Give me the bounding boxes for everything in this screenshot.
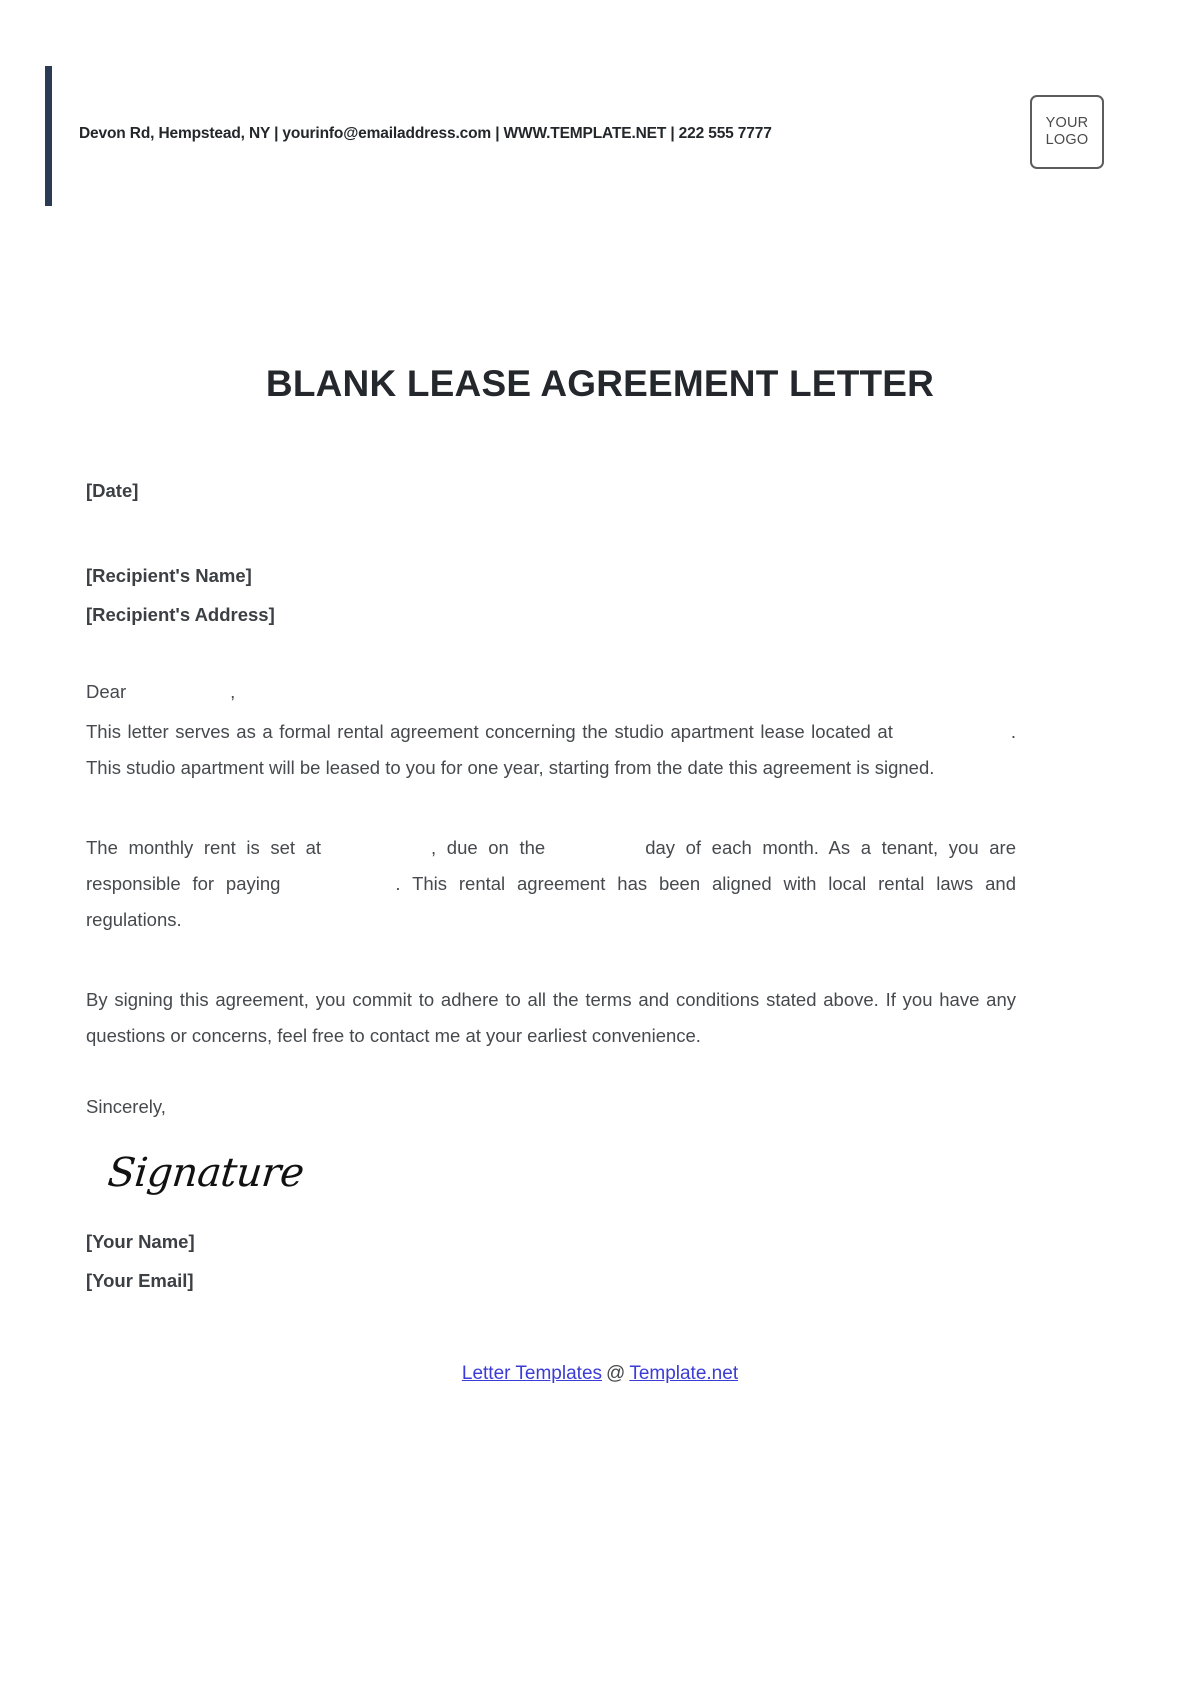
salutation-line (86, 680, 1016, 702)
accent-bar (45, 66, 52, 206)
signature-row (86, 1149, 1016, 1196)
paragraph-1-text-b: . This studio apartment will be leased to you for one year, starting from the date this agreement is signed. (86, 721, 1016, 779)
spacer (86, 701, 1016, 714)
contact-line: Devon Rd, Hempstead, NY | yourinfo@emailaddress.com | WWW.TEMPLATE.NET | 222 555 7777 (79, 125, 772, 142)
signature-script: Signature (105, 1149, 306, 1196)
salutation-suffix: , (230, 680, 236, 702)
paragraph-2-text-b: , due on the (431, 837, 546, 859)
letterhead (45, 66, 1104, 206)
paragraph-1 (86, 714, 1016, 786)
paragraph-2-text-c: day of each month. As a tenant, you are responsible for paying (86, 837, 1016, 895)
logo-line-2: LOGO (1045, 132, 1089, 148)
paragraph-3: By signing this agreement, you commit to adhere to all the terms and conditions stated above. If you have any questions or concerns, feel free to contact me at your earliest convenience. (86, 989, 1016, 1047)
spacer (86, 1117, 1016, 1153)
spacer (86, 1251, 1016, 1272)
paragraph-2-text-a: The monthly rent is set at (86, 837, 322, 859)
spacer (86, 585, 1016, 606)
paragraph-1-text-a: This letter serves as a formal rental agreement concerning the studio apartment lease located at (86, 721, 893, 742)
closing-line: Sincerely, (86, 1096, 166, 1118)
spacer (86, 625, 1016, 683)
footer-separator: @ (606, 1363, 626, 1384)
spacer (86, 1193, 1016, 1233)
spacer (86, 786, 1016, 830)
paragraph-2 (86, 830, 1016, 938)
spacer (86, 501, 1016, 567)
template-net-link[interactable]: Template.net (629, 1363, 739, 1384)
your-name-placeholder: [Your Name] (86, 1230, 195, 1252)
recipient-address-placeholder: [Recipient's Address] (86, 604, 275, 625)
recipient-name-placeholder: [Recipient's Name] (86, 564, 252, 586)
logo-line-1: YOUR (1045, 114, 1089, 131)
letter-templates-link[interactable]: Letter Templates (461, 1363, 603, 1384)
date-placeholder: [Date] (86, 480, 139, 501)
spacer (86, 1054, 1016, 1098)
letter-body (86, 482, 1016, 1291)
spacer (86, 938, 1016, 982)
salutation-prefix: Dear (86, 680, 127, 702)
logo-placeholder (1030, 95, 1104, 169)
footer-attribution (0, 1363, 1200, 1385)
page-title: BLANK LEASE AGREEMENT LETTER (265, 363, 935, 404)
paragraph-2-text-d: . This rental agreement has been aligned with local rental laws and regulations. (86, 873, 1016, 931)
your-email-placeholder: [Your Email] (86, 1270, 194, 1292)
